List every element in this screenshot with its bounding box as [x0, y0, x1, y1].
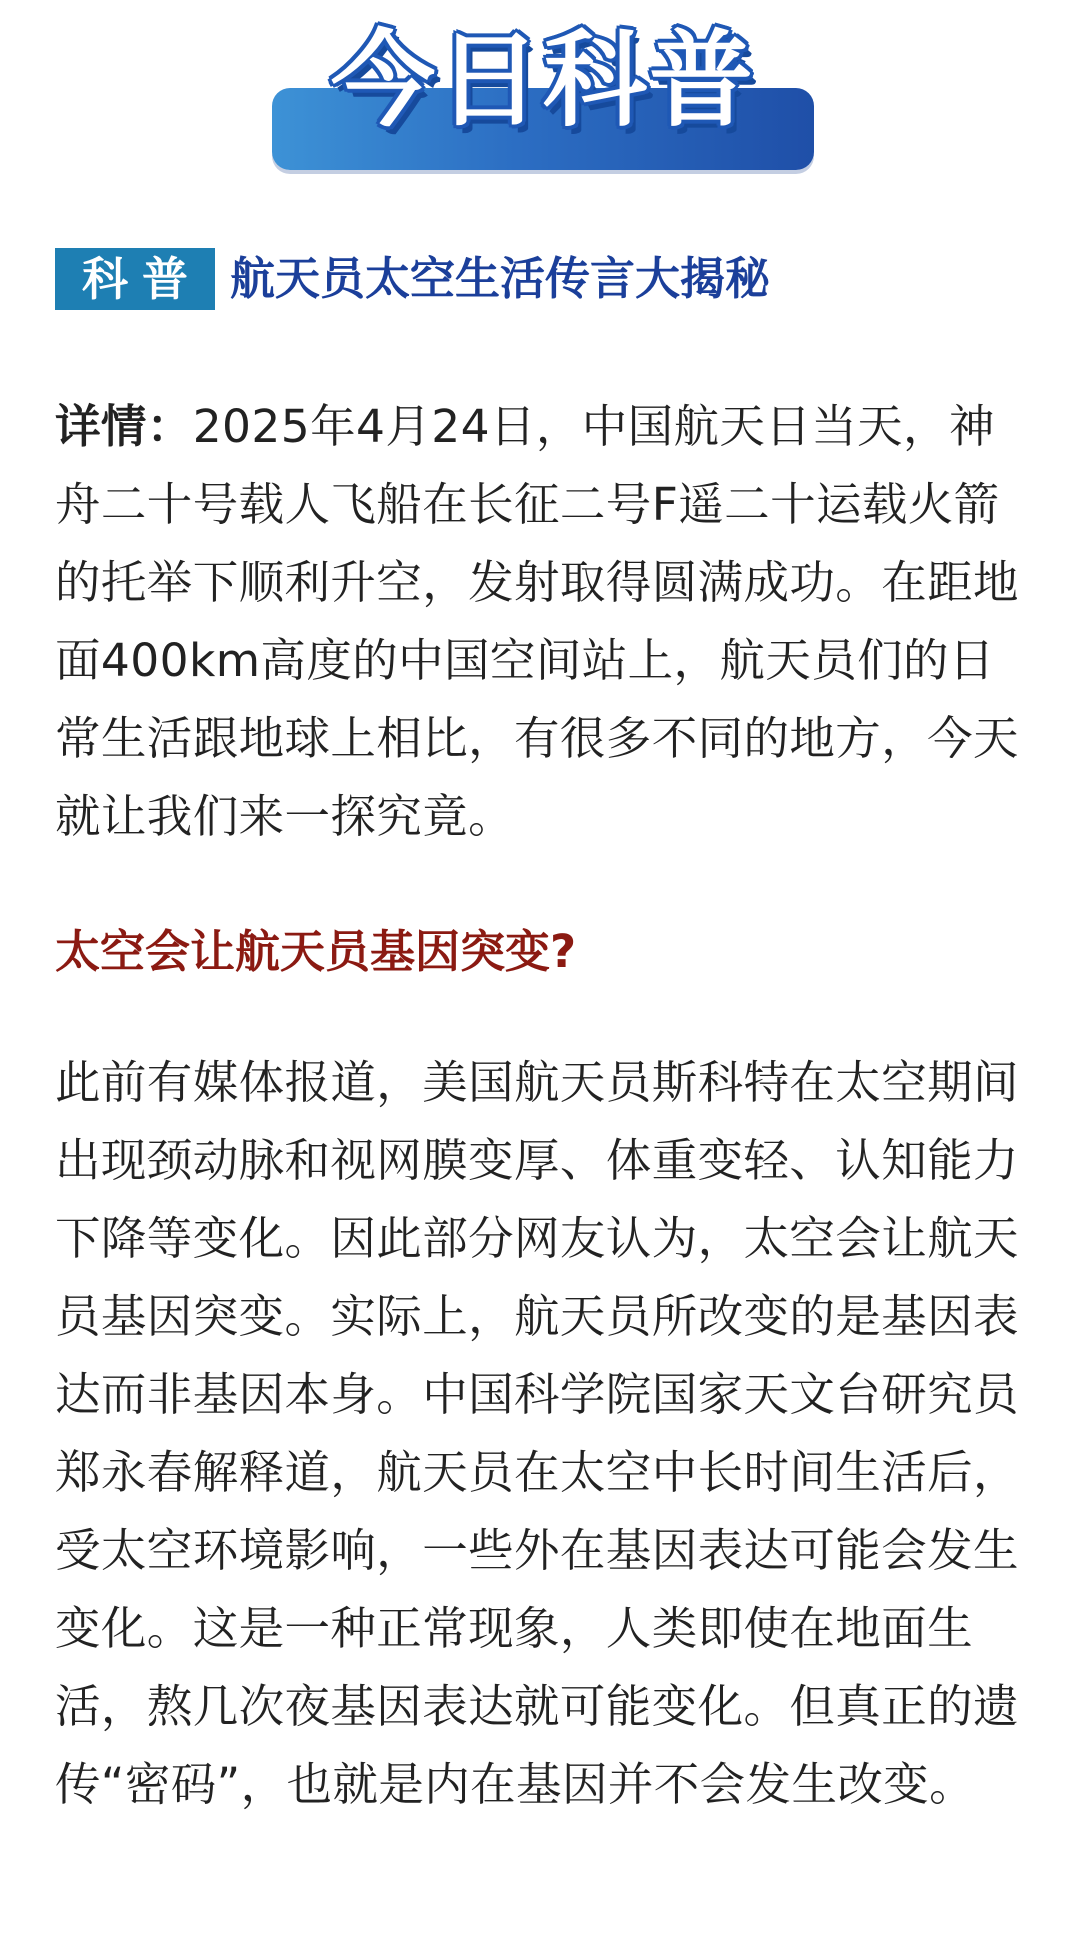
banner — [272, 18, 814, 170]
intro-text: 2025年4月24日，中国航天日当天，神舟二十号载人飞船在长征二号F遥二十运载火箭的托举下顺利升空，发射取得圆满成功。在距地面400km高度的中国空间站上，航天员们的日常生活跟地球上相比，有很多不同的地方，今天就让我们来一探究竟。 — [55, 400, 1019, 843]
section-paragraph: 此前有媒体报道，美国航天员斯科特在太空期间出现颈动脉和视网膜变厚、体重变轻、认知能力下降等变化。因此部分网友认为，太空会让航天员基因突变。实际上，航天员所改变的是基因表达而非基因本身。中国科学院国家天文台研究员郑永春解释道，航天员在太空中长时间生活后，受太空环境影响，一些外在基因表达可能会发生变化。这是一种正常现象，人类即使在地面生活，熬几次夜基因表达就可能变化。但真正的遗传“密码”，也就是内在基因并不会发生改变。 — [55, 1056, 1019, 1811]
category-tag: 科普 — [55, 248, 215, 310]
article-headline: 航天员太空生活传言大揭秘 — [230, 252, 771, 305]
intro-paragraph — [55, 388, 1033, 856]
intro-label: 详情： — [55, 400, 193, 453]
section-heading: 太空会让航天员基因突变? — [55, 925, 577, 978]
banner-title: 今日科普 — [330, 19, 755, 141]
